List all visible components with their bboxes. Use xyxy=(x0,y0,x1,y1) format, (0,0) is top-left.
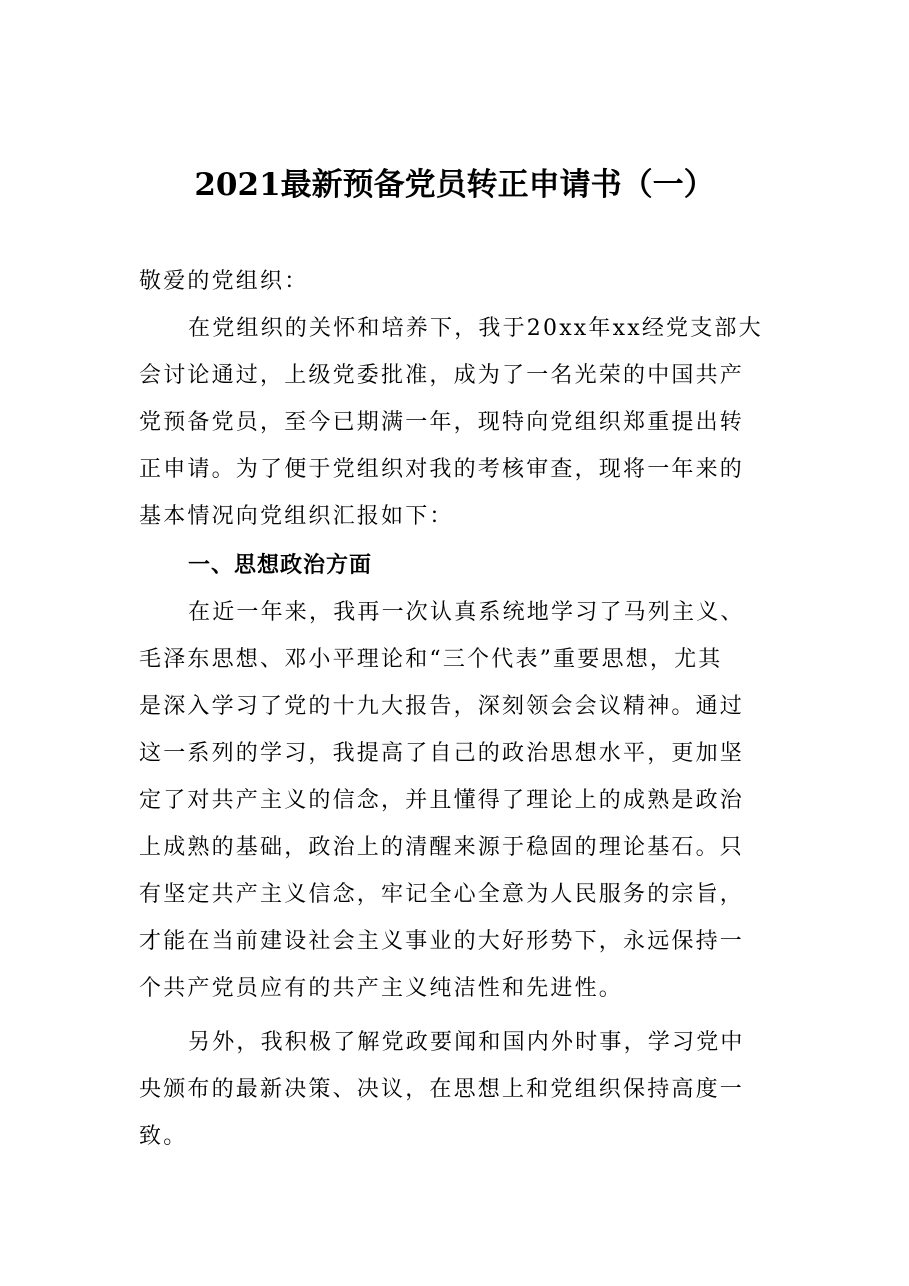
paragraph-line: 这一系列的学习，我提高了自己的政治思想水平，更加坚 xyxy=(139,741,745,766)
paragraph-line: 央颁布的最新决策、决议，在思想上和党组织保持高度一 xyxy=(139,1077,745,1102)
paragraph-line: 定了对共产主义的信念，并且懂得了理论上的成熟是政治 xyxy=(139,788,745,813)
paragraph-line: 会讨论通过，上级党委批准，成为了一名光荣的中国共产 xyxy=(139,363,745,388)
paragraph-line: 基本情况向党组织汇报如下： xyxy=(139,504,454,529)
paragraph-line: 另外，我积极了解党政要闻和国内外时事，学习党中 xyxy=(188,1030,745,1055)
paragraph-line: 有坚定共产主义信念，牢记全心全意为人民服务的宗旨， xyxy=(139,882,745,907)
paragraph-line: 毛泽东思想、邓小平理论和“三个代表”重要思想，尤其 xyxy=(139,647,723,672)
paragraph-line: 正申请。为了便于党组织对我的考核审查，现将一年来的 xyxy=(139,457,745,482)
paragraph-line: 在近一年来，我再一次认真系统地学习了马列主义、 xyxy=(188,600,745,625)
salutation: 敬爱的党组织： xyxy=(139,269,309,294)
paragraph-line: 在党组织的关怀和培养下，我于20xx年xx经党支部大 xyxy=(188,316,763,341)
section-heading: 一、思想政治方面 xyxy=(188,553,373,578)
document-title: 2021最新预备党员转正申请书（一） xyxy=(194,167,715,203)
paragraph-line: 才能在当前建设社会主义事业的大好形势下，永远保持一 xyxy=(139,929,745,954)
paragraph-line: 是深入学习了党的十九大报告，深刻领会会议精神。通过 xyxy=(139,694,745,719)
paragraph-line: 致。 xyxy=(139,1124,188,1149)
paragraph-line: 党预备党员，至今已期满一年，现特向党组织郑重提出转 xyxy=(139,410,745,435)
paragraph-line: 个共产党员应有的共产主义纯洁性和先进性。 xyxy=(139,976,624,1001)
paragraph-line: 上成熟的基础，政治上的清醒来源于稳固的理论基石。只 xyxy=(139,835,745,860)
